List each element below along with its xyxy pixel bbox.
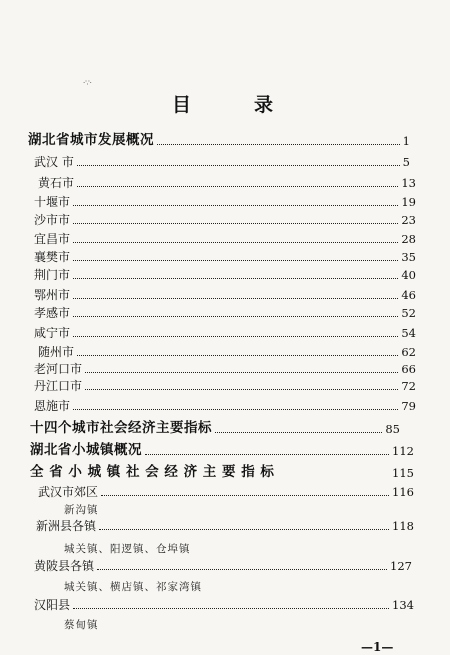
- toc-entry-label: 湖北省小城镇概况: [30, 442, 142, 458]
- toc-entry[interactable]: [34, 231, 416, 247]
- toc-entry-page: 134: [392, 598, 414, 612]
- toc-entry[interactable]: [34, 154, 410, 170]
- toc-entry-page: 112: [392, 444, 414, 458]
- toc-entry-page: 5: [402, 155, 410, 169]
- toc-entry-page: 72: [401, 379, 416, 393]
- toc-entry-page: 46: [401, 288, 416, 302]
- dot-leader: [73, 223, 398, 224]
- toc-entry[interactable]: [38, 484, 414, 500]
- toc-entry[interactable]: [30, 419, 400, 437]
- dot-leader: [77, 165, 400, 166]
- toc-entry[interactable]: [34, 305, 416, 321]
- dot-leader: [73, 298, 398, 299]
- toc-subline: 蔡甸镇: [64, 619, 99, 631]
- toc-entry-label: 武汉市郊区: [38, 485, 99, 499]
- dot-leader: [73, 278, 398, 279]
- toc-entry[interactable]: [34, 267, 416, 283]
- dot-leader: [73, 260, 398, 261]
- dot-leader: [101, 495, 389, 496]
- toc-entry-label: 武汉 市: [34, 155, 74, 169]
- toc-entry[interactable]: [34, 558, 412, 574]
- dot-leader: [157, 144, 400, 145]
- toc-entry-label: 黄石市: [38, 176, 75, 190]
- title-char-2: 录: [254, 94, 275, 116]
- toc-entry-label: 全 省 小 城 镇 社 会 经 济 主 要 指 标: [30, 464, 275, 480]
- toc-entry[interactable]: [34, 597, 414, 613]
- toc-entry[interactable]: [34, 398, 416, 414]
- toc-entry-label: 汉阳县: [34, 598, 71, 612]
- toc-entry-label: 黄陂县各镇: [34, 559, 95, 573]
- toc-entry-page: 28: [401, 232, 416, 246]
- toc-entry[interactable]: [28, 131, 410, 149]
- toc-entry-page: 79: [401, 399, 416, 413]
- toc-entry-label: 随州市: [38, 345, 75, 359]
- toc-entry-page: 23: [401, 213, 416, 227]
- toc-entry-page: 1: [402, 134, 410, 148]
- toc-entry-label: 孝感市: [34, 306, 71, 320]
- toc-entry-page: 127: [390, 559, 412, 573]
- toc-entry-label: 沙市市: [34, 213, 71, 227]
- dot-leader: [73, 409, 398, 410]
- toc-entry[interactable]: [34, 249, 416, 265]
- toc-entry-label: 宜昌市: [34, 232, 71, 246]
- toc-entry[interactable]: [30, 441, 414, 459]
- toc-entry-label: 湖北省城市发展概况: [28, 132, 154, 148]
- toc-entry-label: 恩施市: [34, 399, 71, 413]
- toc-entry[interactable]: [34, 194, 416, 210]
- toc-entry-label: 十堰市: [34, 195, 71, 209]
- toc-entry[interactable]: [34, 361, 416, 377]
- toc-entry-page: 40: [401, 268, 416, 282]
- toc-entry-label: 新洲县各镇: [36, 519, 97, 533]
- toc-entry-page: 19: [401, 195, 416, 209]
- toc-entry[interactable]: [34, 378, 416, 394]
- page-mark: ·∵·: [83, 79, 92, 87]
- toc-entry[interactable]: [30, 463, 414, 481]
- dot-leader: [73, 316, 398, 317]
- toc-entry-page: 52: [401, 306, 416, 320]
- toc-entry-page: 54: [401, 326, 416, 340]
- toc-entry-label: 襄樊市: [34, 250, 71, 264]
- dot-leader: [85, 372, 398, 373]
- toc-entry-label: 荆门市: [34, 268, 71, 282]
- dot-leader: [73, 242, 398, 243]
- toc-entry[interactable]: [34, 212, 416, 228]
- toc-entry-page: 85: [385, 422, 400, 436]
- dot-leader: [73, 608, 389, 609]
- title-char-1: 目: [172, 94, 193, 116]
- toc-entry[interactable]: [34, 287, 416, 303]
- dot-leader: [99, 529, 389, 530]
- toc-entry[interactable]: [36, 518, 414, 534]
- toc-entry-page: 35: [401, 250, 416, 264]
- page-number: —1—: [361, 640, 394, 654]
- toc-entry-page: 118: [392, 519, 414, 533]
- dot-leader: [77, 355, 398, 356]
- toc-entry-label: 咸宁市: [34, 326, 71, 340]
- toc-entry-label: 老河口市: [34, 362, 83, 376]
- dot-leader: [215, 432, 382, 433]
- toc-entry-page: 115: [392, 466, 414, 480]
- dot-leader: [73, 336, 398, 337]
- toc-entry-label: 鄂州市: [34, 288, 71, 302]
- toc-subline: 城关镇、阳逻镇、仓埠镇: [64, 543, 191, 555]
- dot-leader: [73, 205, 398, 206]
- toc-entry-label: 丹江口市: [34, 379, 83, 393]
- dot-leader: [145, 454, 389, 455]
- dot-leader: [97, 569, 387, 570]
- toc-subline: 新沟镇: [64, 504, 99, 516]
- toc-entry-page: 62: [401, 345, 416, 359]
- toc-entry[interactable]: [38, 344, 416, 360]
- toc-entry-label: 十四个城市社会经济主要指标: [30, 420, 212, 436]
- toc-subline: 城关镇、横店镇、祁家湾镇: [64, 581, 202, 593]
- dot-leader: [77, 186, 398, 187]
- toc-entry[interactable]: [38, 175, 416, 191]
- toc-entry-page: 116: [392, 485, 414, 499]
- toc-entry-page: 66: [401, 362, 416, 376]
- toc-entry[interactable]: [34, 325, 416, 341]
- toc-entry-page: 13: [401, 176, 416, 190]
- dot-leader: [85, 389, 398, 390]
